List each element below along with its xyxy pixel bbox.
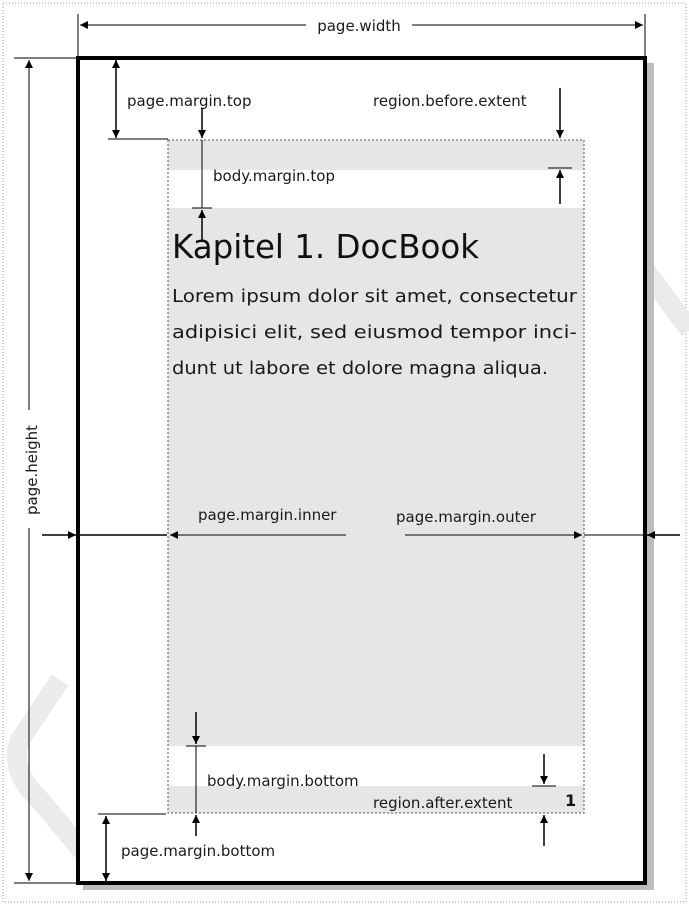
body-margin-bottom-label: body.margin.bottom — [207, 772, 359, 790]
page-number: 1 — [565, 791, 577, 810]
region-before-band — [168, 140, 584, 170]
sample-paragraph-line: adipisici elit, sed eiusmod tempor inci- — [172, 322, 577, 343]
page-margin-inner-label: page.margin.inner — [198, 506, 337, 524]
sample-heading: Kapitel 1. DocBook — [172, 227, 480, 266]
region-after-extent-label: region.after.extent — [373, 794, 513, 812]
page-margin-bottom-label: page.margin.bottom — [121, 842, 276, 860]
page-margin-top-label: page.margin.top — [127, 92, 252, 110]
sample-paragraph-line: dunt ut labore et dolore magna aliqua. — [172, 358, 548, 379]
page-height-label: page.height — [23, 424, 41, 516]
region-before-extent-label: region.before.extent — [373, 92, 527, 110]
body-margin-top-label: body.margin.top — [213, 167, 335, 185]
sample-paragraph-line: Lorem ipsum dolor sit amet, consectetur — [172, 286, 578, 307]
page-margin-outer-label: page.margin.outer — [396, 508, 536, 526]
page-width-label: page.width — [317, 17, 401, 35]
